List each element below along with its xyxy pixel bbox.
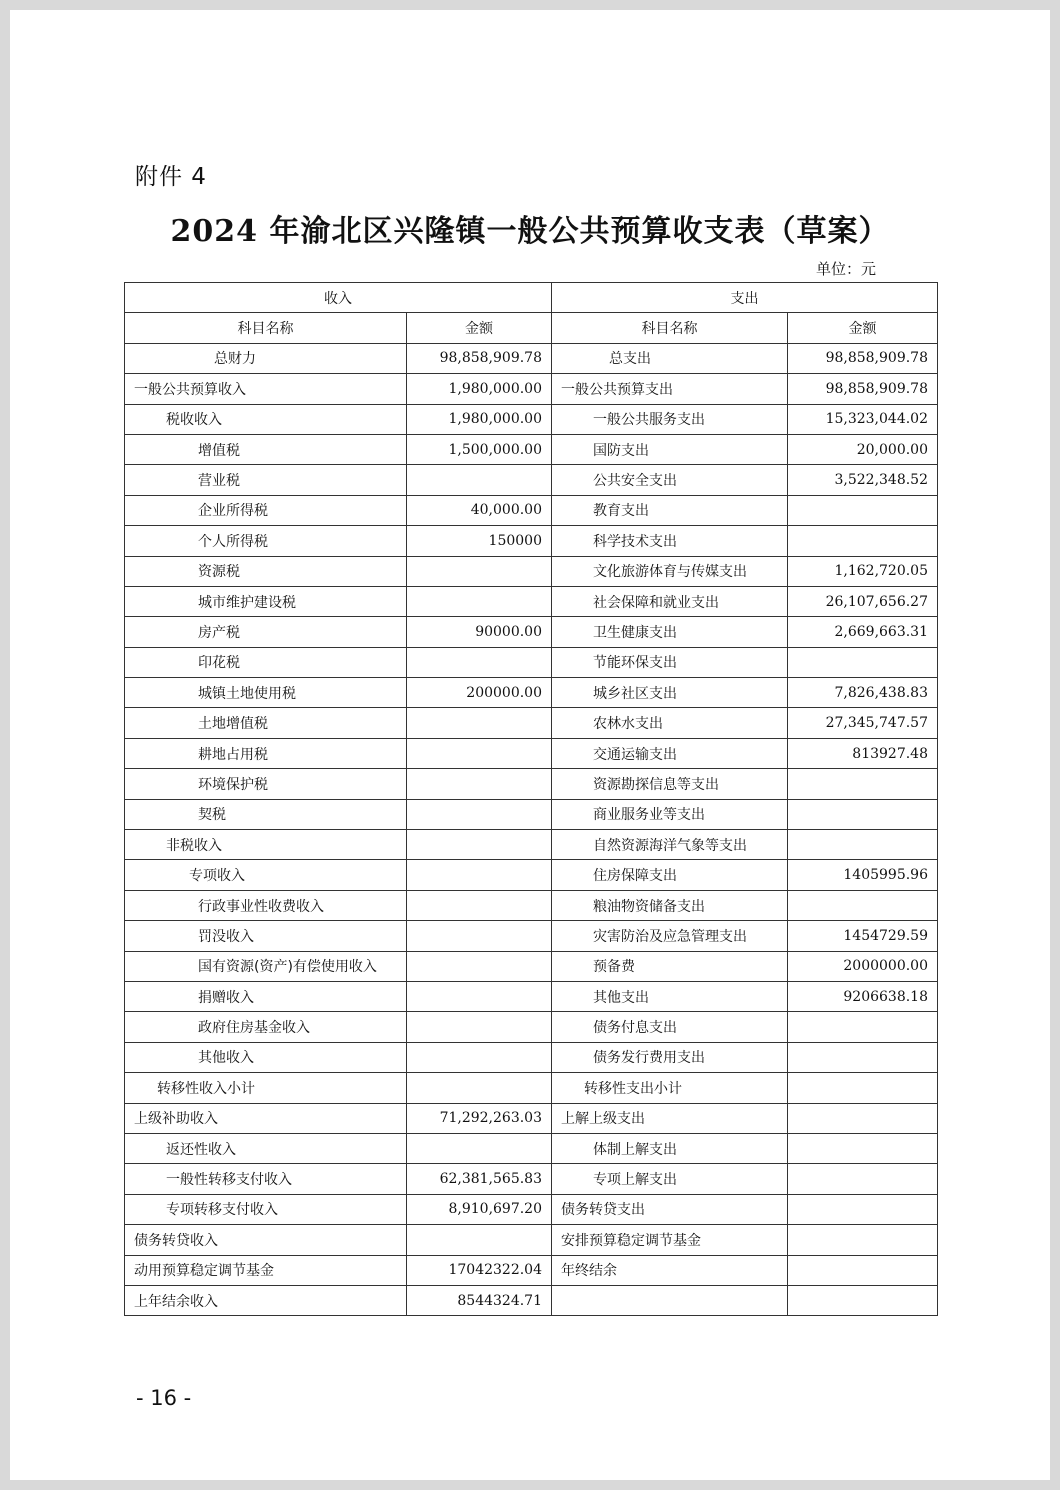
expense-item-name: 债务发行费用支出 (552, 1042, 788, 1072)
table-row (125, 1012, 938, 1042)
income-item-amount (407, 1073, 552, 1103)
income-item-name: 耕地占用税 (125, 738, 407, 768)
income-item-amount: 90000.00 (407, 617, 552, 647)
expense-item-amount (788, 1012, 938, 1042)
expense-item-name: 债务转贷支出 (552, 1194, 788, 1224)
income-item-amount (407, 556, 552, 586)
expense-item-amount (788, 1103, 938, 1133)
table-row (125, 921, 938, 951)
income-item-name: 转移性收入小计 (125, 1073, 407, 1103)
expense-item-amount: 15,323,044.02 (788, 404, 938, 434)
table-row (125, 1225, 938, 1255)
page-title: 2024 年渝北区兴隆镇一般公共预算收支表（草案） (170, 214, 890, 249)
income-amount-column-header: 金额 (407, 313, 552, 343)
expense-item-name: 卫生健康支出 (552, 617, 788, 647)
expense-amount-column-header: 金额 (788, 313, 938, 343)
expense-item-amount: 9206638.18 (788, 981, 938, 1011)
expense-item-amount (788, 526, 938, 556)
income-item-amount: 8544324.71 (407, 1285, 552, 1315)
table-row (125, 617, 938, 647)
income-item-amount (407, 1042, 552, 1072)
expense-item-name: 一般公共预算支出 (552, 374, 788, 404)
income-item-amount: 1,980,000.00 (407, 404, 552, 434)
income-item-name: 城镇土地使用税 (125, 678, 407, 708)
expense-item-amount: 20,000.00 (788, 434, 938, 464)
income-item-amount (407, 860, 552, 890)
expense-item-name: 国防支出 (552, 434, 788, 464)
expense-item-name: 转移性支出小计 (552, 1073, 788, 1103)
expense-item-amount (788, 1255, 938, 1285)
attachment-label: 附件 4 (135, 164, 207, 190)
income-item-amount (407, 799, 552, 829)
expense-item-name: 预备费 (552, 951, 788, 981)
income-item-amount (407, 1225, 552, 1255)
table-row (125, 647, 938, 677)
table-row (125, 1255, 938, 1285)
expense-item-name: 社会保障和就业支出 (552, 586, 788, 616)
income-item-name: 非税收入 (125, 830, 407, 860)
expense-item-name: 年终结余 (552, 1255, 788, 1285)
income-item-name: 税收收入 (125, 404, 407, 434)
income-item-amount (407, 1012, 552, 1042)
expense-item-name: 文化旅游体育与传媒支出 (552, 556, 788, 586)
table-row (125, 890, 938, 920)
table-row (125, 1194, 938, 1224)
expense-item-name: 粮油物资储备支出 (552, 890, 788, 920)
income-item-amount (407, 921, 552, 951)
expense-item-amount (788, 1285, 938, 1315)
income-item-amount (407, 586, 552, 616)
table-row (125, 374, 938, 404)
table-row (125, 1285, 938, 1315)
income-item-name: 土地增值税 (125, 708, 407, 738)
income-item-amount (407, 951, 552, 981)
income-item-amount: 71,292,263.03 (407, 1103, 552, 1133)
income-item-name: 一般公共预算收入 (125, 374, 407, 404)
document-page (10, 10, 1050, 1480)
income-item-name: 资源税 (125, 556, 407, 586)
expense-item-amount (788, 1194, 938, 1224)
income-item-name: 契税 (125, 799, 407, 829)
expense-item-amount (788, 1164, 938, 1194)
income-item-name: 印花税 (125, 647, 407, 677)
income-item-name: 国有资源(资产)有偿使用收入 (125, 951, 407, 981)
income-item-name: 城市维护建设税 (125, 586, 407, 616)
income-name-column-header: 科目名称 (125, 313, 407, 343)
expense-item-amount (788, 495, 938, 525)
table-row (125, 738, 938, 768)
expense-item-name: 资源勘探信息等支出 (552, 769, 788, 799)
expense-item-name: 一般公共服务支出 (552, 404, 788, 434)
expense-item-name: 债务付息支出 (552, 1012, 788, 1042)
income-item-amount (407, 738, 552, 768)
income-item-name: 动用预算稳定调节基金 (125, 1255, 407, 1285)
income-item-amount: 150000 (407, 526, 552, 556)
expense-item-amount (788, 799, 938, 829)
expense-item-name: 科学技术支出 (552, 526, 788, 556)
table-row (125, 708, 938, 738)
table-row (125, 830, 938, 860)
income-item-name: 返还性收入 (125, 1133, 407, 1163)
income-item-name: 专项转移支付收入 (125, 1194, 407, 1224)
income-item-amount: 98,858,909.78 (407, 343, 552, 373)
expense-item-amount: 813927.48 (788, 738, 938, 768)
income-item-name: 总财力 (125, 343, 407, 373)
column-header-row (125, 313, 938, 343)
table-row (125, 799, 938, 829)
expense-item-amount (788, 1073, 938, 1103)
expense-item-amount: 26,107,656.27 (788, 586, 938, 616)
table-row (125, 526, 938, 556)
income-item-amount: 40,000.00 (407, 495, 552, 525)
expense-item-amount (788, 890, 938, 920)
income-item-amount: 62,381,565.83 (407, 1164, 552, 1194)
expense-item-amount: 1454729.59 (788, 921, 938, 951)
income-item-name: 房产税 (125, 617, 407, 647)
expense-name-column-header: 科目名称 (552, 313, 788, 343)
table-row (125, 1042, 938, 1072)
expense-header: 支出 (552, 283, 938, 313)
table-row (125, 1073, 938, 1103)
expense-item-amount (788, 1042, 938, 1072)
expense-item-name: 商业服务业等支出 (552, 799, 788, 829)
expense-item-amount (788, 1133, 938, 1163)
table-row (125, 1133, 938, 1163)
expense-item-name (552, 1285, 788, 1315)
table-row (125, 556, 938, 586)
income-item-name: 一般性转移支付收入 (125, 1164, 407, 1194)
table-row (125, 434, 938, 464)
income-item-amount: 1,500,000.00 (407, 434, 552, 464)
page-number: - 16 - (136, 1386, 192, 1410)
income-item-name: 个人所得税 (125, 526, 407, 556)
table-row (125, 343, 938, 373)
expense-item-name: 专项上解支出 (552, 1164, 788, 1194)
income-item-name: 政府住房基金收入 (125, 1012, 407, 1042)
section-header-row (125, 283, 938, 313)
table-row (125, 981, 938, 1011)
table-row (125, 951, 938, 981)
expense-item-name: 体制上解支出 (552, 1133, 788, 1163)
expense-item-amount: 7,826,438.83 (788, 678, 938, 708)
income-item-name: 专项收入 (125, 860, 407, 890)
expense-item-name: 农林水支出 (552, 708, 788, 738)
expense-item-amount: 2000000.00 (788, 951, 938, 981)
expense-item-name: 教育支出 (552, 495, 788, 525)
income-item-name: 行政事业性收费收入 (125, 890, 407, 920)
expense-item-amount (788, 769, 938, 799)
expense-item-amount: 2,669,663.31 (788, 617, 938, 647)
income-item-amount: 8,910,697.20 (407, 1194, 552, 1224)
expense-item-amount: 98,858,909.78 (788, 374, 938, 404)
expense-item-name: 安排预算稳定调节基金 (552, 1225, 788, 1255)
expense-item-amount: 27,345,747.57 (788, 708, 938, 738)
income-item-amount (407, 1133, 552, 1163)
income-item-amount (407, 981, 552, 1011)
expense-item-name: 节能环保支出 (552, 647, 788, 677)
expense-item-amount (788, 830, 938, 860)
income-item-name: 企业所得税 (125, 495, 407, 525)
table-row (125, 678, 938, 708)
income-item-amount (407, 647, 552, 677)
income-item-amount (407, 708, 552, 738)
expense-item-amount (788, 647, 938, 677)
expense-item-name: 自然资源海洋气象等支出 (552, 830, 788, 860)
income-item-name: 捐赠收入 (125, 981, 407, 1011)
income-item-name: 罚没收入 (125, 921, 407, 951)
income-item-name: 增值税 (125, 434, 407, 464)
income-item-name: 营业税 (125, 465, 407, 495)
table-row (125, 404, 938, 434)
expense-item-name: 其他支出 (552, 981, 788, 1011)
expense-item-amount: 1,162,720.05 (788, 556, 938, 586)
income-item-amount (407, 769, 552, 799)
expense-item-name: 住房保障支出 (552, 860, 788, 890)
table-row (125, 769, 938, 799)
table-row (125, 586, 938, 616)
income-item-name: 上年结余收入 (125, 1285, 407, 1315)
income-item-amount: 17042322.04 (407, 1255, 552, 1285)
income-item-amount: 1,980,000.00 (407, 374, 552, 404)
unit-label: 单位：元 (815, 260, 876, 278)
table-row (125, 860, 938, 890)
income-item-amount (407, 890, 552, 920)
budget-table (124, 282, 938, 1316)
income-item-amount (407, 830, 552, 860)
income-item-name: 环境保护税 (125, 769, 407, 799)
expense-item-name: 总支出 (552, 343, 788, 373)
expense-item-amount: 1405995.96 (788, 860, 938, 890)
expense-item-amount (788, 1225, 938, 1255)
table-row (125, 1164, 938, 1194)
table-row (125, 465, 938, 495)
table-row (125, 1103, 938, 1133)
income-header: 收入 (125, 283, 552, 313)
income-item-name: 上级补助收入 (125, 1103, 407, 1133)
expense-item-amount: 98,858,909.78 (788, 343, 938, 373)
income-item-amount: 200000.00 (407, 678, 552, 708)
expense-item-name: 上解上级支出 (552, 1103, 788, 1133)
income-item-amount (407, 465, 552, 495)
expense-item-amount: 3,522,348.52 (788, 465, 938, 495)
expense-item-name: 交通运输支出 (552, 738, 788, 768)
table-row (125, 495, 938, 525)
expense-item-name: 灾害防治及应急管理支出 (552, 921, 788, 951)
expense-item-name: 城乡社区支出 (552, 678, 788, 708)
income-item-name: 债务转贷收入 (125, 1225, 407, 1255)
expense-item-name: 公共安全支出 (552, 465, 788, 495)
income-item-name: 其他收入 (125, 1042, 407, 1072)
